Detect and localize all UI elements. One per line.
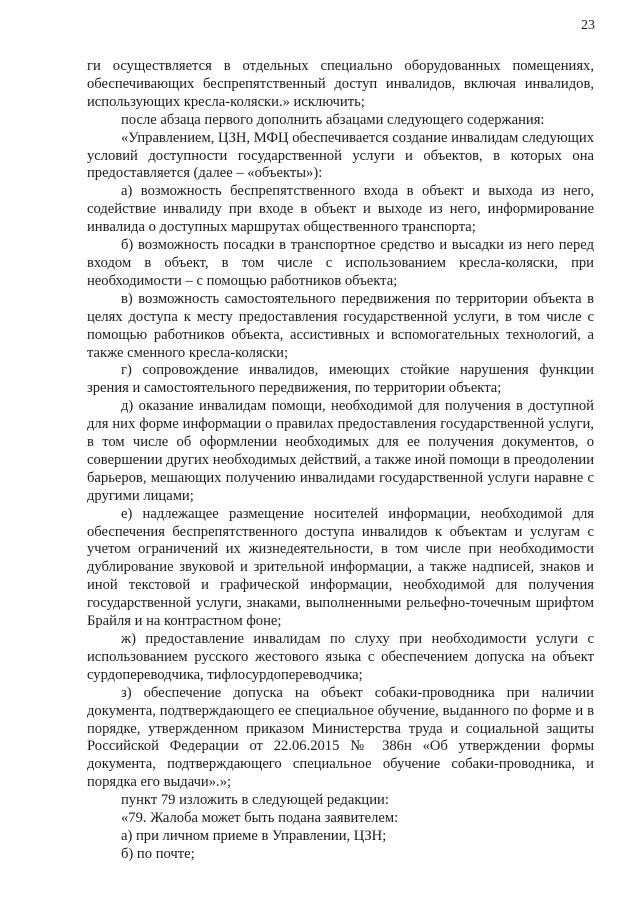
paragraph-point-79-b: б) по почте; — [121, 845, 195, 862]
paragraph-continuation: ги осуществляется в отдельных специально оборудованных помещениях, обеспечивающих беспрепятственный доступ инвалидов, включая инвалидов, использующих кресла-коляски.» исключить; — [87, 58, 594, 110]
document-body — [87, 58, 594, 864]
paragraph-item-e: е) надлежащее размещение носителей информации, необходимой для обеспечения беспрепятственного доступа инвалидов к объектам и услугам с учетом ограничений их жизнедеятельности, в том числе при необходимости дублирование звуковой и зрительной информации, а также надписей, знаков и иной текстовой и графической информации, необходимой для получения государственной услуги, знаками, выполненными рельефно-точечным шрифтом Брайля и на контрастном фоне; — [87, 505, 594, 630]
paragraph-item-z: з) обеспечение допуска на объект собаки-проводника при наличии документа, подтверждающего ее специальное обучение, выданного по форме и в порядке, утвержденном приказом Министерства труда и социальной защиты Российской Федерации от 22.06.2015 № 386н «Об утверждении формы документа, подтверждающего специальное обучение собаки-проводника, и порядка его выдачи».»; — [87, 684, 594, 791]
paragraph-item-a: а) возможность беспрепятственного входа в объект и выхода из него, содействие инвалиду при входе в объект и выходе из него, информирование инвалида о доступных маршрутах общественного транспорта; — [87, 183, 594, 236]
paragraph-item-zh: ж) предоставление инвалидам по слуху при необходимости услуги с использованием русского жестового языка с обеспечением допуска на объект сурдопереводчика, тифлосурдопереводчика; — [87, 631, 594, 683]
paragraph-point-79-intro: пункт 79 изложить в следующей редакции: — [121, 792, 389, 809]
paragraph-amendment-intro: после абзаца первого дополнить абзацами следующего содержания: — [121, 111, 545, 128]
paragraph-point-79-a: а) при личном приеме в Управлении, ЦЗН; — [121, 827, 387, 844]
paragraph-item-g: г) сопровождение инвалидов, имеющих стойкие нарушения функции зрения и самостоятельного передвижения, по территории объекта; — [87, 362, 594, 397]
paragraph-item-b: б) возможность посадки в транспортное средство и высадки из него перед входом в объект, в том числе с использованием кресла-коляски, при необходимости – с помощью работников объекта; — [87, 237, 594, 289]
paragraph-item-d: д) оказание инвалидам помощи, необходимой для получения в доступной для них форме информации о правилах предоставления государственной услуги, в том числе об оформлении необходимых для ее получения документов, о совершении других необходимых действий, а также иной помощи в преодолении барьеров, мешающих получению инвалидами государственной услуги наравне с другими лицами; — [87, 398, 594, 504]
paragraph-conditions-intro: «Управлением, ЦЗН, МФЦ обеспечивается создание инвалидам следующих условий доступности государственной услуги и объектов, в которых она предоставляется (далее – «объекты»): — [87, 129, 594, 182]
paragraph-point-79: «79. Жалоба может быть подана заявителем: — [121, 810, 399, 827]
page-number: 23 — [581, 18, 595, 33]
paragraph-item-v: в) возможность самостоятельного передвижения по территории объекта в целях доступа к месту предоставления государственной услуги, в том числе с помощью работников объекта, ассистивных и вспомогательных технологий, а также сменного кресла-коляски; — [87, 290, 594, 361]
